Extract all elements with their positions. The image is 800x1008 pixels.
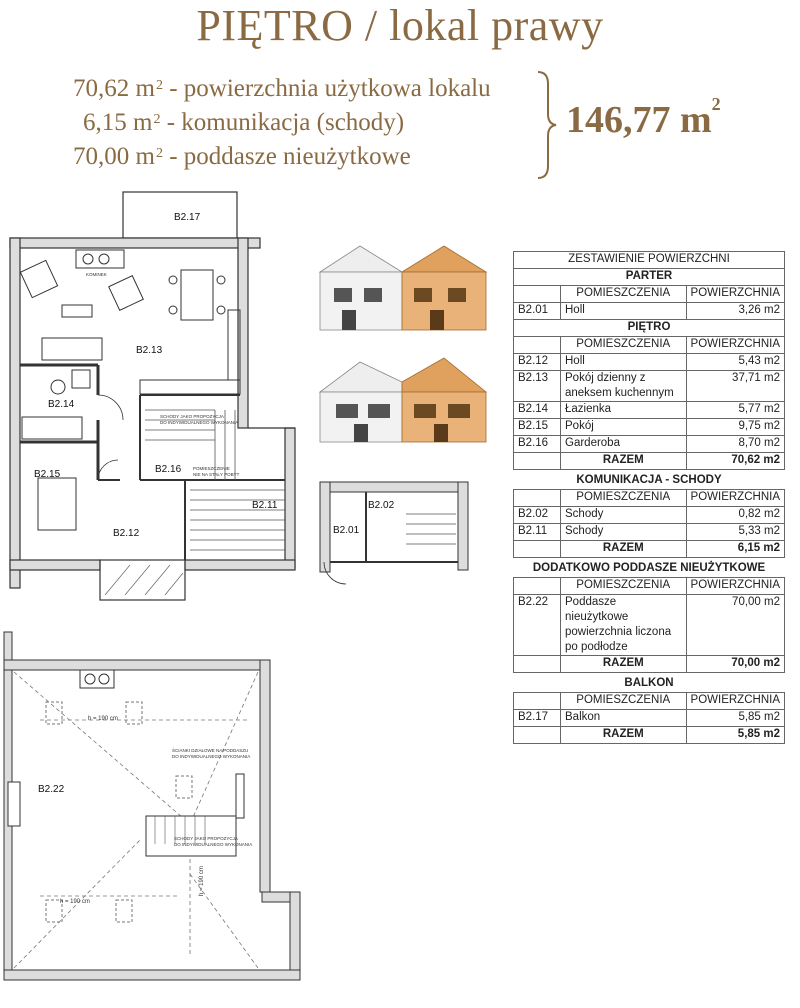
col-area: POWIERZCHNIA — [686, 578, 784, 595]
col-room: POMIESZCZENIA — [561, 578, 687, 595]
area-line-1 — [73, 74, 491, 104]
section-poddasze: DODATKOWO PODDASZE NIEUŻYTKOWE — [532, 562, 766, 574]
attic-stairs-note: SCHODY JAKO PROPOZYCJA — [174, 836, 238, 841]
table-row-total: RAZEM 6,15 m2 — [514, 541, 785, 558]
page-title: PIĘTRO / lokal prawy — [196, 1, 604, 50]
col-area: POWIERZCHNIA — [686, 490, 784, 507]
room-label-b214: B2.14 — [48, 399, 75, 410]
total-unit-sup: 2 — [711, 94, 721, 114]
table-row: B2.02 Schody 0,82 m2 — [514, 507, 785, 524]
area-unit-sup: 2 — [155, 78, 163, 93]
floor-plan — [0, 180, 310, 610]
area-line-3 — [73, 142, 411, 172]
area-value: 70,00 m — [73, 143, 155, 170]
kominek-label: KOMINEK — [86, 272, 107, 277]
room-label-b222: B2.22 — [38, 784, 65, 795]
total-value: 146,77 m — [566, 99, 712, 141]
table-row: B2.14 Łazienka 5,77 m2 — [514, 402, 785, 419]
table-row: B2.15 Pokój 9,75 m2 — [514, 419, 785, 436]
table-row: B2.12 Holl 5,43 m2 — [514, 354, 785, 371]
col-room: POMIESZCZENIA — [561, 337, 687, 354]
room-label-b201: B2.01 — [333, 525, 360, 536]
section-komunikacja: KOMUNIKACJA - SCHODY — [576, 474, 722, 486]
table-row: B2.16 Garderoba 8,70 m2 — [514, 436, 785, 453]
table-row: B2.13 Pokój dzienny z aneksem kuchennym 37,71 m2 — [514, 371, 785, 402]
section-pietro: PIĘTRO — [514, 320, 785, 337]
table-row-total: RAZEM 5,85 m2 — [514, 727, 785, 744]
attic-stairs-note-2: DO INDYWIDUALNEGO WYKONANIA — [174, 842, 253, 847]
total-area — [566, 94, 721, 142]
room-note-2: NIE NA STAŁY POBYT — [193, 472, 240, 477]
area-line-2 — [83, 108, 404, 138]
walls-note-2: DO INDYWIDUALNEGO WYKONANIA — [172, 754, 251, 759]
room-label-b216: B2.16 — [155, 464, 182, 475]
col-area: POWIERZCHNIA — [686, 693, 784, 710]
area-unit-sup: 2 — [153, 112, 161, 127]
room-label-b212: B2.12 — [113, 528, 140, 539]
area-unit-sup: 2 — [155, 146, 163, 161]
table-row: B2.22 Poddasze nieużytkowe powierzchnia liczona po podłodze 70,00 m2 — [514, 595, 785, 656]
elevation-rear — [314, 352, 490, 446]
area-value: 6,15 m — [83, 109, 153, 136]
room-note: POMIESZCZENIE — [193, 466, 230, 471]
room-label-b202: B2.02 — [368, 500, 395, 511]
table-row: B2.11 Schody 5,33 m2 — [514, 524, 785, 541]
area-desc: - poddasze nieużytkowe — [169, 143, 411, 170]
room-label-b217: B2.17 — [174, 212, 201, 223]
area-summary-table — [513, 251, 785, 744]
curly-brace-icon — [536, 70, 558, 180]
col-room: POMIESZCZENIA — [561, 490, 687, 507]
col-area: POWIERZCHNIA — [686, 337, 784, 354]
section-balkon: BALKON — [624, 677, 674, 689]
room-label-b211: B2.11 — [252, 500, 278, 511]
height-label-vertical: h = 190 cm — [199, 866, 205, 896]
room-label-b213: B2.13 — [136, 345, 163, 356]
ground-floor-mini-plan — [316, 478, 471, 590]
table-row: B2.01 Holl 3,26 m2 — [514, 303, 785, 320]
area-desc: - komunikacja (schody) — [166, 109, 405, 136]
section-parter: PARTER — [514, 269, 785, 286]
room-label-b215: B2.15 — [34, 469, 61, 480]
col-area: POWIERZCHNIA — [686, 286, 784, 303]
table-row-total: RAZEM 70,62 m2 — [514, 453, 785, 470]
col-room: POMIESZCZENIA — [561, 693, 687, 710]
table-row-total: RAZEM 70,00 m2 — [514, 656, 785, 673]
elevation-front — [314, 240, 490, 334]
walls-note: ŚCIANKI DZIAŁOWE NA PODDASZU — [172, 748, 249, 753]
summary-title: ZESTAWIENIE POWIERZCHNI — [514, 252, 785, 269]
stairs-note: SCHODY JAKO PROPOZYCJA — [160, 414, 224, 419]
stairs-note-2: DO INDYWIDUALNEGO WYKONANIA — [160, 420, 239, 425]
height-label-bottom: h = 190 cm — [60, 899, 90, 905]
attic-plan — [0, 624, 310, 1008]
height-label-top: h = 190 cm — [88, 716, 118, 722]
table-row: B2.17 Balkon 5,85 m2 — [514, 710, 785, 727]
area-value: 70,62 m — [73, 75, 155, 102]
area-desc: - powierzchnia użytkowa lokalu — [169, 75, 491, 102]
col-room: POMIESZCZENIA — [561, 286, 687, 303]
